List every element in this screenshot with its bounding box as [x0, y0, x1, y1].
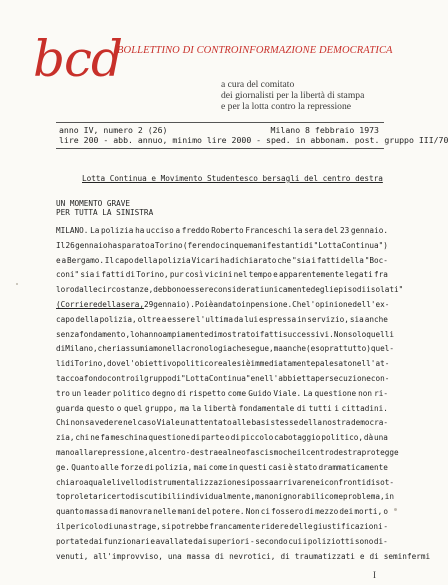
article-body-line: e a Bergamo. Il capo della polizia Vicari ha dichiarato che "sia i fatti della "Boc- [56, 255, 388, 265]
issue-number: anno IV, numero 2 (26) [59, 125, 168, 135]
article-body-line: Il 26 gennaio ha sparato a Torino (ferendo cinque manifestanti di "Lotta Continua") [56, 240, 388, 250]
article-body [56, 224, 431, 564]
issue-bottom-rule [56, 148, 384, 149]
article-subhead [56, 199, 153, 217]
article-body-line: senza fondamento, lo hanno ampiamente dimostrato i fatti successivi. Non solo quelli [56, 329, 394, 339]
article-body-line: loro dalle circostanze, debbono essere considerati unicamente degli episodi isolati" [56, 285, 404, 295]
issue-info [59, 125, 448, 145]
article-headline: Lotta Continua e Movimento Studentesco bersagli del centro destra [82, 174, 383, 183]
article-body-line: tro un leader politico degno di rispetto come Guido Viale. La questione non ri- [56, 388, 388, 398]
paper-speck [394, 508, 397, 511]
article-body-line: chiaro a quale livello di strumentalizzazione si possa arrivare nei confronti di sot- [56, 477, 394, 487]
article-body-line: di Milano, che riassumiamo nella cronologia che segue, ma anche (e soprattutto) quel- [56, 344, 394, 354]
masthead-subtitle-line: e per la lotta contro la repressione [221, 101, 351, 112]
article-body-line: portate dai funzionari e avallate dai superiori - secondo cui i poliziotti sono di- [56, 536, 388, 546]
article-body-line: quanto massa di manovra nelle mani del potere. Non ci fossero di mezzo dei morti, o [56, 507, 388, 517]
article-body-line: capo della polizia, oltre a essere l'ultima da lui espressa in servizio, sia anche [56, 314, 388, 324]
page-number: I [373, 570, 376, 580]
article-body-line: tacco a fondo contro il gruppo di "Lotta Continua" e nell'abbietta persecuzione con- [56, 373, 390, 383]
article-body-line: Chi non sa vedere nel caso Viale un attentato alle basi stesse della nostra democra- [56, 418, 388, 428]
issue-top-rule [56, 122, 384, 123]
article-body-line: venuti, all'improvviso, una massa di nevrotici, di traumatizzati e di seminfermi [56, 551, 431, 561]
bcd-logo: bcd [33, 30, 123, 88]
masthead-title: BOLLETTINO DI CONTROINFORMAZIONE DEMOCRATICA [117, 45, 393, 56]
subhead-line: UN MOMENTO GRAVE [56, 199, 131, 208]
subhead-line: PER TUTTA LA SINISTRA [56, 208, 154, 217]
article-body-line: MILANO. La polizia ha ucciso a freddo Roberto Franceschi la sera del 23 gennaio. [56, 226, 388, 235]
article-body-line: (Corriere della sera, 29 gennaio). Poi è andato in pensione. Che l'opinione dell'ex- [56, 299, 390, 309]
article-body-line: ge. Quanto alle forze di polizia, mai come in questi casi è stato drammaticamente [56, 462, 388, 472]
article-body-line: toproletari certo discutibili individualmente, ma non ignorabili come problema, in [56, 492, 394, 502]
masthead-subtitle [221, 79, 364, 112]
article-body-line: li di Torino, dove l'obiettivo politico reale si è immediatamente palesato nell'at- [56, 359, 390, 369]
masthead-subtitle-line: a cura del comitato [221, 79, 295, 90]
article-body-line: il pericolo di una strage, si potrebbe francamente ridere delle giustificazioni - [56, 521, 388, 531]
paper-speck [16, 283, 18, 285]
issue-date: Milano 8 febbraio 1973 [270, 125, 379, 135]
issue-pricing: lire 200 - abb. annuo, minimo lire 2000 - sped. in abbonam. post. gruppo III/70 [59, 135, 448, 145]
article-body-line: zia, chi ne fa meschina questione di parte o di piccolo cabotaggio politico, dà una [56, 433, 388, 443]
article-body-line: mano alla repressione, al centro-destra e al neofascismo che il centro destra protegge [56, 447, 399, 457]
article-body-line: guarda questo o quel gruppo, ma la libertà fondamentale di tutti i cittadini. [56, 403, 388, 413]
article-body-line: coni" sia i fatti di Torino, pur così vicini nel tempo e apparentemente legati fra [56, 270, 388, 280]
masthead-subtitle-line: dei giornalisti per la libertà di stampa [221, 90, 365, 101]
